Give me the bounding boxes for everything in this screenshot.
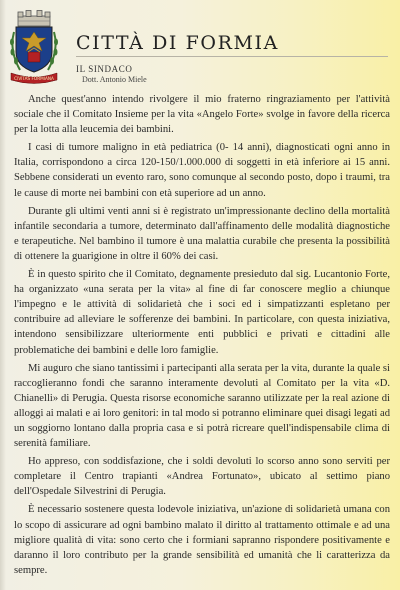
mural-crown-icon [18,11,50,27]
paragraph: Ho appreso, con soddisfazione, che i soldi devoluti lo scorso anno sono serviti per completare il Centro trapianti «Andrea Fortunato», ubicato al settimo piano dell'Ospedale Silvestrini di Perugia. [14,456,390,498]
page-title: CITTÀ DI FORMIA [76,32,279,54]
paragraph: È necessario sostenere questa lodevole iniziativa, un'azione di solidarietà umana con lo scopo di assicurare ad ogni bambino malato il diritto al trattamento ottimale e ad una migliore qualità di vita: sono certo che i formiani sapranno rispondere positivamente e daranno il loro contributo per la grande sensibilità ed umanità che li caratterizza da sempre. [14,504,390,576]
office-label: IL SINDACO [76,64,133,74]
crest-ribbon [11,73,57,84]
letter-body [14,92,390,581]
crest-caption: CIVITAS FORMIANA [14,76,54,81]
page-edge-shadow [0,0,6,590]
paragraph: Durante gli ultimi venti anni si è registrato un'impressionante declino della mortalità infantile secondaria a tumore, determinato dall'affinamento delle modalità diagnostiche e terapeutiche. Nel bambino il tumore è una malattia curabile che presenta la possibilità di ottenere la guarigione in oltre il 60% dei casi. [14,205,390,262]
shield-icon [16,27,52,72]
title-divider [76,56,388,57]
signer-name: Dott. Antonio Miele [82,75,147,84]
paragraph: I casi di tumore maligno in età pediatrica (0- 14 anni), diagnosticati ogni anno in Italia, corrispondono a circa 120-150/1.000.000 di soggetti in età inferiore ai 15 anni. Sebbene considerati un evento raro, sono comunque al secondo posto, dopo i traumi, tra le cause di morte nei bambini con età superiore ad un anno. [14,142,390,199]
paragraph: Anche quest'anno intendo rivolgere il mio fraterno ringraziamento per l'attività sociale che il Comitato Insieme per la vita «Angelo Forte» svolge in favore della ricerca per la lotta alla leucemia dei bambini. [14,94,390,136]
city-crest-emblem [8,10,60,86]
paragraph: È in questo spirito che il Comitato, degnamente presieduto dal sig. Lucantonio Forte, ha organizzato «una serata per la vita» al fine di far conoscere meglio a chiunque l'impegno e le attività di solidarietà che i soci ed i simpatizzanti espletano per contribuire ad alleviare le sofferenze dei bambini. In particolare, con questa iniziativa, intendono sensibilizzare ulteriormente enti pubblici e privati e cittadini alle problematiche dei bambini e delle loro famiglie. [14,269,390,356]
paragraph: Mi auguro che siano tantissimi i partecipanti alla serata per la vita, durante la quale si raccoglieranno fondi che saranno interamente devoluti al Comitato per la vita «D. Chianelli» di Perugia. Questa risorse economiche saranno utilizzate per la real azione di alloggi ai malati e ai loro genitori: in tal modo si potranno eliminare quei disagi legati ad un soggiorno lontano dalla propria casa e si potrà ricreare quell'indispensabile clima di serenità familiare. [14,362,390,450]
